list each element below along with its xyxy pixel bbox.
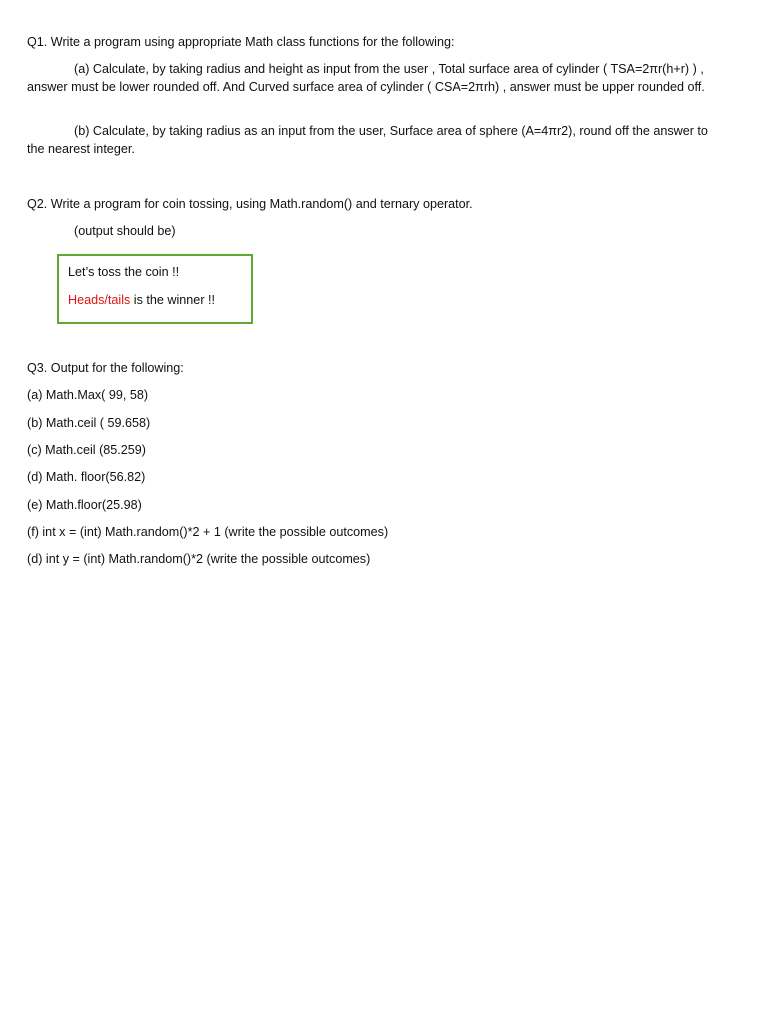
output-box-line-1: Let’s toss the coin !! [68,265,180,279]
output-box-line-2-rest: is the winner !! [130,293,216,307]
q1-title: Q1. Write a program using appropriate Math class functions for the following: [27,35,455,49]
q3-item-e: (e) Math.floor(25.98) [27,498,142,512]
q3-item-d: (d) Math. floor(56.82) [27,470,146,484]
q2-title: Q2. Write a program for coin tossing, using Math.random() and ternary operator. [27,197,473,211]
q3-item-g: (d) int y = (int) Math.random()*2 (write the possible outcomes) [27,552,371,566]
q2-output-box [57,254,253,324]
q2-output-label: (output should be) [74,224,176,238]
q1-part-b: (b) Calculate, by taking radius as an input from the user, Surface area of sphere (A=4πr2), round off the answer to the nearest integer. [27,124,708,156]
q3-item-a: (a) Math.Max( 99, 58) [27,388,149,402]
q3-item-f: (f) int x = (int) Math.random()*2 + 1 (write the possible outcomes) [27,525,389,539]
q1-part-a: (a) Calculate, by taking radius and height as input from the user , Total surface area of cylinder ( TSA=2πr(h+r) ) , answer must be lower rounded off. And Curved surface area of cylinder ( CSA=2πrh) , answer must be upper rounded off. [27,62,705,94]
q3-item-c: (c) Math.ceil (85.259) [27,443,146,457]
q3-item-b: (b) Math.ceil ( 59.658) [27,416,151,430]
output-box-line-2 [68,292,215,308]
q3-title: Q3. Output for the following: [27,361,184,375]
heads-tails-highlight: Heads/tails [68,293,131,307]
